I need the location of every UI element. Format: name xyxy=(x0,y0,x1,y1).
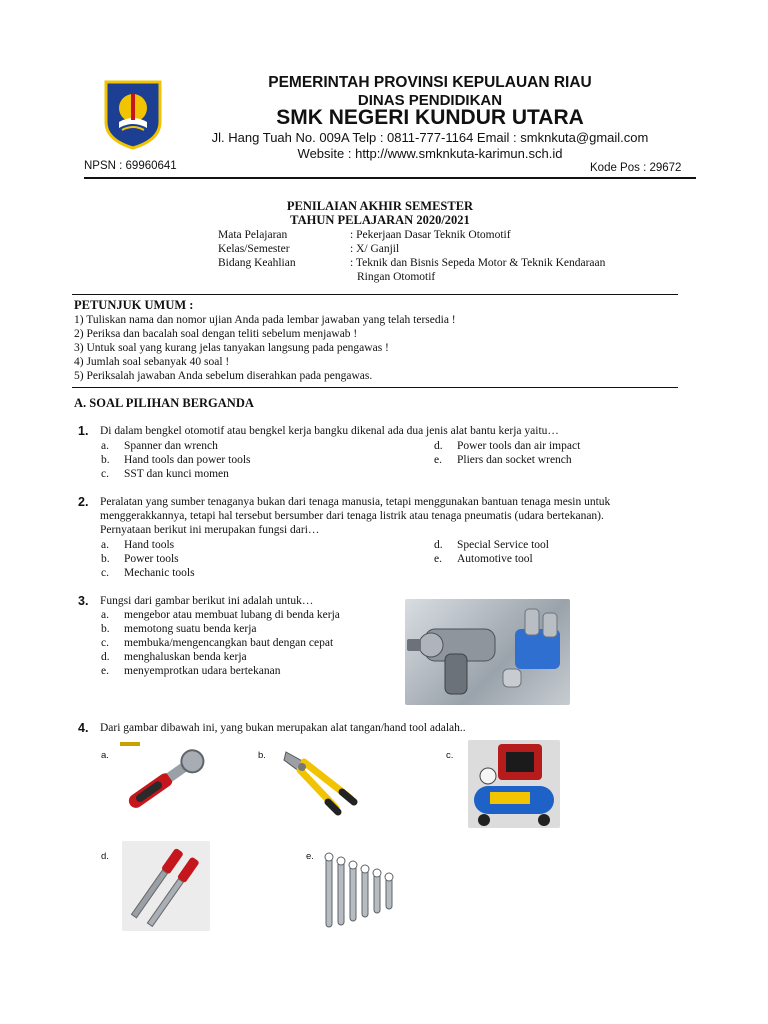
option-letter: c. xyxy=(101,567,109,579)
question-text: menggerakkannya, tetapi hal tersebut bersumber dari tenaga listrik atau tenaga pneumatis (udara bertekanan). xyxy=(100,510,604,522)
section-title: A. SOAL PILIHAN BERGANDA xyxy=(74,396,254,410)
instructions-top-rule xyxy=(72,294,678,295)
option-text: SST dan kunci momen xyxy=(124,468,229,480)
header-line2: DINAS PENDIDIKAN xyxy=(357,92,503,109)
option-letter: b. xyxy=(101,454,110,466)
option-letter: e. xyxy=(434,553,442,565)
impact-wrench-image xyxy=(405,599,570,705)
image-label-a: a. xyxy=(101,750,109,761)
question-number: 1. xyxy=(78,424,89,438)
option-letter: d. xyxy=(434,539,443,551)
exam-year: TAHUN PELAJARAN 2020/2021 xyxy=(290,213,470,227)
question-text: Peralatan yang sumber tenaganya bukan dari tenaga manusia, tetapi menggunakan bantuan tenaga mesin untuk xyxy=(100,496,611,508)
option-text: Mechanic tools xyxy=(124,567,195,579)
image-label-c: c. xyxy=(446,750,454,761)
school-name: SMK NEGERI KUNDUR UTARA xyxy=(276,106,584,129)
option-letter: e. xyxy=(101,665,109,677)
school-website: Website : http://www.smknkuta-karimun.sch.id xyxy=(297,146,563,161)
question-number: 4. xyxy=(78,721,89,735)
info-label-mapel: Mata Pelajaran xyxy=(218,229,288,241)
question-text: Dari gambar dibawah ini, yang bukan merupakan alat tangan/hand tool adalah.. xyxy=(100,722,466,734)
exam-title: PENILAIAN AKHIR SEMESTER xyxy=(286,199,474,213)
instruction-item: 5) Periksalah jawaban Anda sebelum diserahkan pada pengawas. xyxy=(74,370,373,382)
option-text: memotong suatu benda kerja xyxy=(124,623,257,635)
info-label-bidang: Bidang Keahlian xyxy=(218,257,296,269)
info-label-kelas: Kelas/Semester xyxy=(218,243,290,255)
option-letter: e. xyxy=(434,454,442,466)
instruction-item: 4) Jumlah soal sebanyak 40 soal ! xyxy=(74,356,230,368)
option-text: Automotive tool xyxy=(457,553,533,565)
instruction-item: 2) Periksa dan bacalah soal dengan teliti sebelum menjawab ! xyxy=(74,328,358,340)
image-label-d: d. xyxy=(101,851,109,862)
info-value-mapel: : Pekerjaan Dasar Teknik Otomotif xyxy=(350,229,511,241)
air-compressor-image xyxy=(468,740,560,828)
header-line1: PEMERINTAH PROVINSI KEPULAUAN RIAU xyxy=(268,74,592,91)
option-text: Special Service tool xyxy=(457,539,549,551)
option-text: Power tools xyxy=(124,553,179,565)
wrench-set-image xyxy=(320,849,402,933)
files-image xyxy=(122,841,210,931)
instructions-bottom-rule xyxy=(72,387,678,388)
option-letter: c. xyxy=(101,637,109,649)
option-text: Hand tools xyxy=(124,539,175,551)
kode-pos: Kode Pos : 29672 xyxy=(590,162,682,174)
instruction-item: 3) Untuk soal yang kurang jelas tanyakan langsung pada pengawas ! xyxy=(74,342,389,354)
instruction-item: 1) Tuliskan nama dan nomor ujian Anda pada lembar jawaban yang telah tersedia ! xyxy=(74,314,456,326)
question-number: 3. xyxy=(78,594,89,608)
image-label-b: b. xyxy=(258,750,266,761)
image-label-e: e. xyxy=(306,851,314,862)
option-text: membuka/mengencangkan baut dengan cepat xyxy=(124,637,334,649)
option-text: Hand tools dan power tools xyxy=(124,454,251,466)
instructions-title: PETUNJUK UMUM : xyxy=(74,298,194,312)
header-divider xyxy=(84,177,696,179)
info-value-kelas: : X/ Ganjil xyxy=(350,243,400,255)
npsn: NPSN : 69960641 xyxy=(84,160,177,172)
pliers-image xyxy=(280,742,366,818)
ratchet-image xyxy=(116,740,212,820)
option-text: mengebor atau membuat lubang di benda kerja xyxy=(124,609,340,621)
option-letter: c. xyxy=(101,468,109,480)
option-text: menghaluskan benda kerja xyxy=(124,651,247,663)
option-letter: a. xyxy=(101,539,109,551)
option-letter: d. xyxy=(101,651,110,663)
info-value-bidang-cont: Ringan Otomotif xyxy=(357,271,436,283)
question-text: Fungsi dari gambar berikut ini adalah untuk… xyxy=(100,595,314,607)
option-text: Spanner dan wrench xyxy=(124,440,218,452)
option-text: menyemprotkan udara bertekanan xyxy=(124,665,281,677)
option-letter: d. xyxy=(434,440,443,452)
school-logo xyxy=(102,78,164,150)
question-text: Pernyataan berikut ini merupakan fungsi dari… xyxy=(100,524,320,536)
option-letter: b. xyxy=(101,623,110,635)
question-number: 2. xyxy=(78,495,89,509)
option-text: Power tools dan air impact xyxy=(457,440,581,452)
school-address: Jl. Hang Tuah No. 009A Telp : 0811-777-1164 Email : smknkuta@gmail.com xyxy=(211,130,649,145)
option-text: Pliers dan socket wrench xyxy=(457,454,572,466)
info-value-bidang: : Teknik dan Bisnis Sepeda Motor & Teknik Kendaraan xyxy=(350,257,606,269)
option-letter: a. xyxy=(101,609,109,621)
option-letter: a. xyxy=(101,440,109,452)
question-text: Di dalam bengkel otomotif atau bengkel kerja bangku dikenal ada dua jenis alat bantu kerja yaitu… xyxy=(100,425,559,437)
option-letter: b. xyxy=(101,553,110,565)
